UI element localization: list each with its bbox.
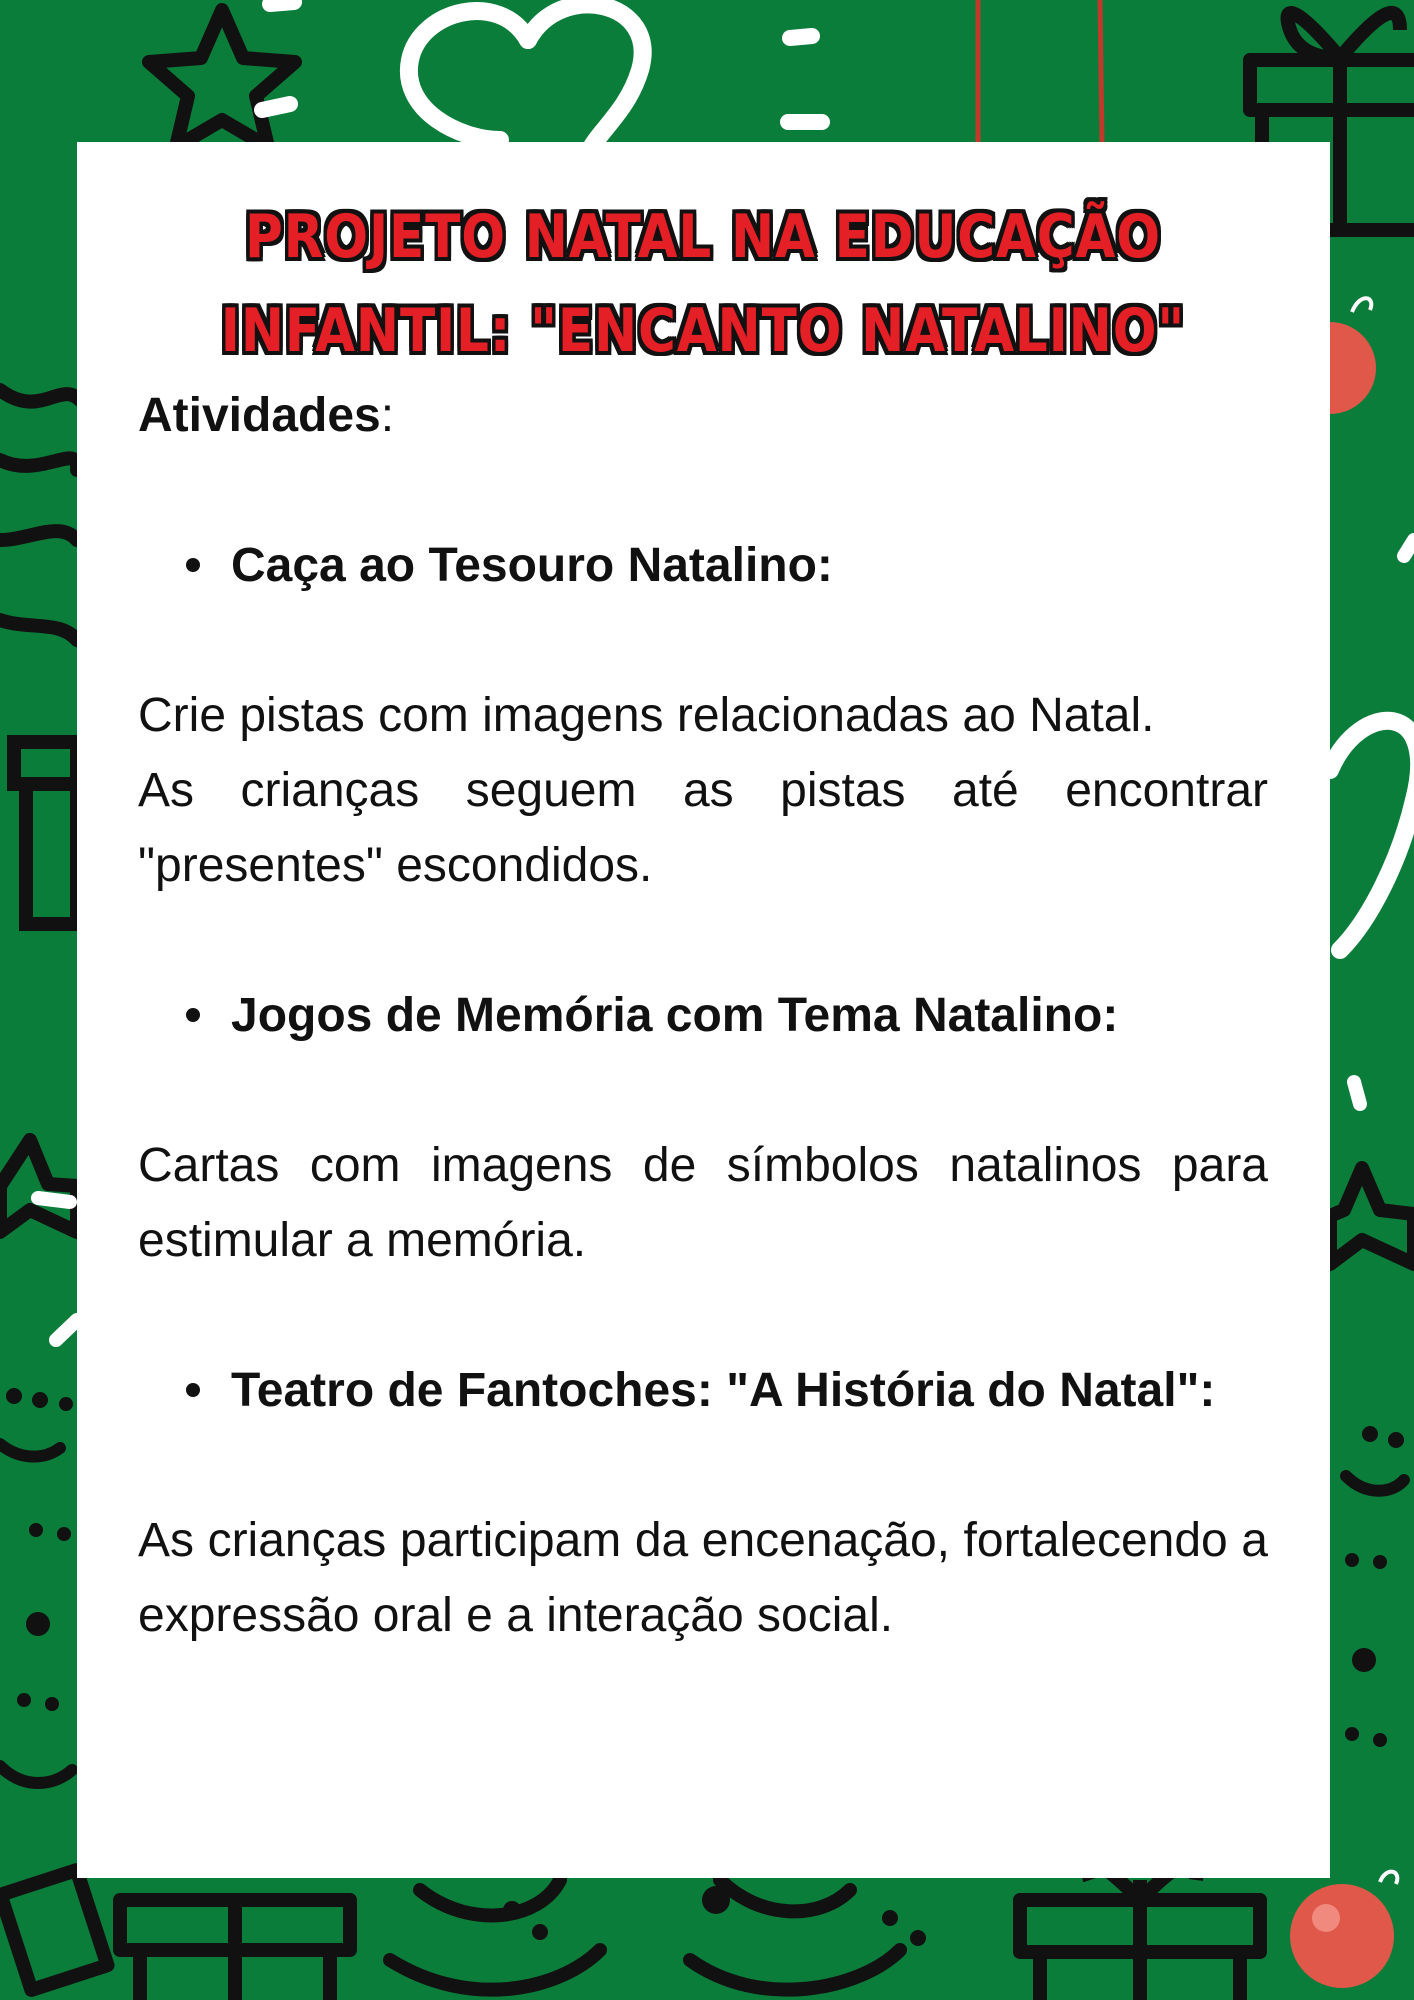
bullet-icon: [186, 1008, 200, 1022]
activity-1-description-2: As crianças seguem as pistas até encontrar "presentes" escondidos.: [138, 764, 1268, 892]
section-label-colon: :: [380, 389, 395, 442]
activity-1-title: Caça ao Tesouro Natalino:: [138, 528, 1268, 603]
activity-3-description-1: As crianças participam da encenação, fortalecendo a expressão oral e a interação social.: [138, 1514, 1268, 1642]
activity-1-description-1: Crie pistas com imagens relacionadas ao Natal.: [138, 689, 1155, 742]
page-title: PROJETO NATAL NA EDUCAÇÃO INFANTIL: "ENCANTO NATALINO": [220, 202, 1186, 366]
content-body: [138, 378, 1268, 1653]
section-label: Atividades: [138, 389, 381, 442]
activity-2-title: Jogos de Memória com Tema Natalino:: [138, 978, 1268, 1053]
bullet-icon: [186, 558, 200, 572]
section-heading: [138, 378, 1268, 453]
activity-3-title: Teatro de Fantoches: "A História do Natal":: [138, 1353, 1268, 1428]
bullet-icon: [186, 1383, 200, 1397]
activity-2-description-1: Cartas com imagens de símbolos natalinos para estimular a memória.: [138, 1139, 1268, 1267]
content-card: [77, 142, 1330, 1878]
